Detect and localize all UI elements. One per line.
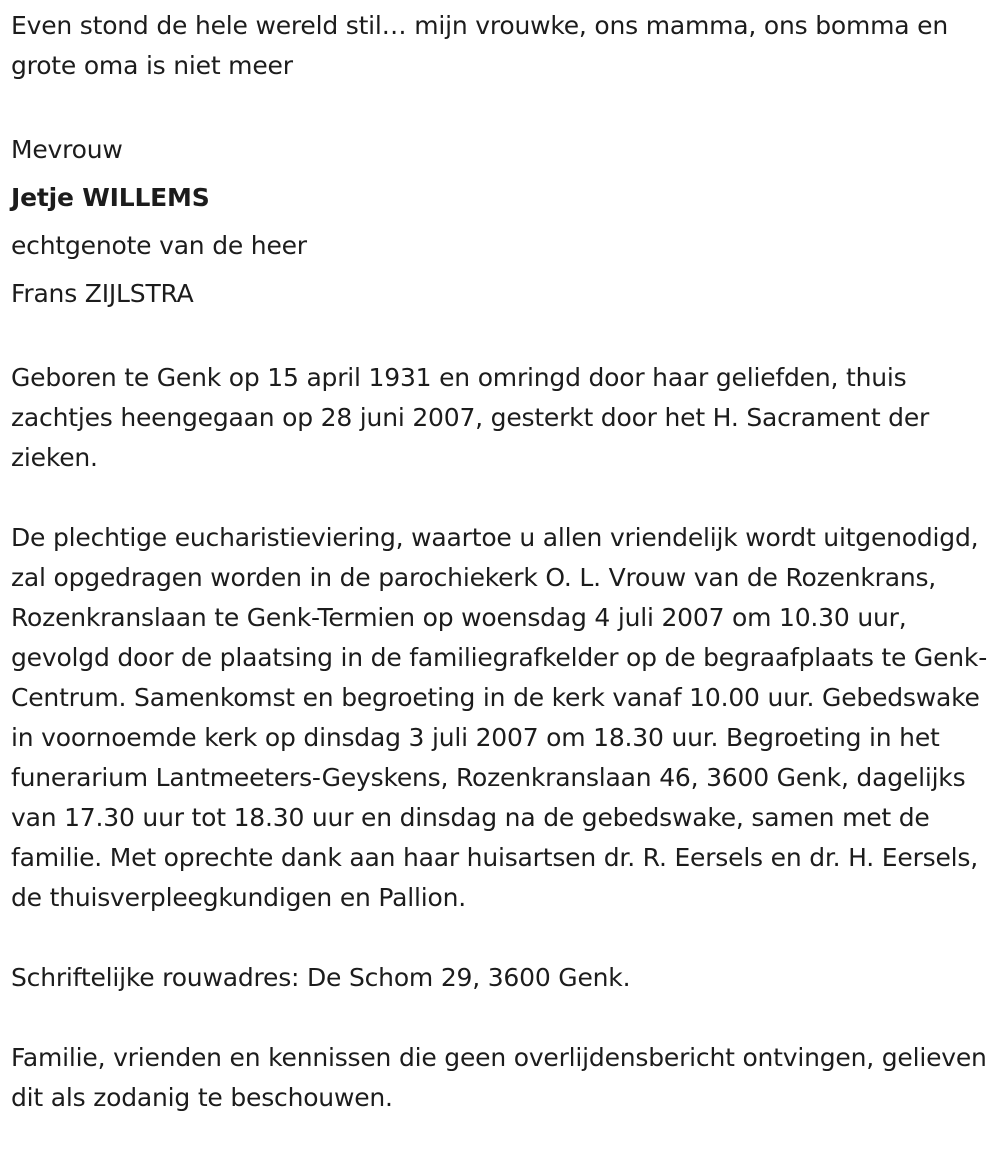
birth-death-paragraph: Geboren te Genk op 15 april 1931 en omringd door haar geliefden, thuis zachtjes heengegaan op 28 juni 2007, gesterkt door het H. Sacrament der zieken.: [11, 363, 930, 472]
relation-text: echtgenote van de heer: [11, 231, 307, 260]
spouse-name: Frans ZIJLSTRA: [11, 279, 194, 308]
ceremony-paragraph: De plechtige eucharistieviering, waartoe u allen vriendelijk wordt uitgenodigd, zal opgedragen worden in de parochiekerk O. L. Vrouw van de Rozenkrans, Rozenkranslaan te Genk-Termien op woensdag 4 juli 2007 om 10.30 uur, gevolgd door de plaatsing in de familiegrafkelder op de begraafplaats te Genk-Centrum. Samenkomst en begroeting in de kerk vanaf 10.00 uur. Gebedswake in voornoemde kerk op dinsdag 3 juli 2007 om 18.30 uur. Begroeting in het funerarium Lantmeeters-Geyskens, Rozenkranslaan 46, 3600 Genk, dagelijks van 17.30 uur tot 18.30 uur en dinsdag na de gebedswake, samen met de familie. Met oprechte dank aan haar huisartsen dr. R. Eersels en dr. H. Eersels, de thuisverpleegkundigen en Pallion.: [11, 523, 988, 912]
honorific: Mevrouw: [11, 135, 123, 164]
mourning-address: Schriftelijke rouwadres: De Schom 29, 3600 Genk.: [11, 963, 631, 992]
intro-text: Even stond de hele wereld stil… mijn vrouwke, ons mamma, ons bomma en grote oma is niet meer: [11, 11, 948, 80]
closing-paragraph: Familie, vrienden en kennissen die geen overlijdensbericht ontvingen, gelieven dit als zodanig te beschouwen.: [11, 1043, 987, 1112]
deceased-name: Jetje WILLEMS: [11, 183, 210, 212]
